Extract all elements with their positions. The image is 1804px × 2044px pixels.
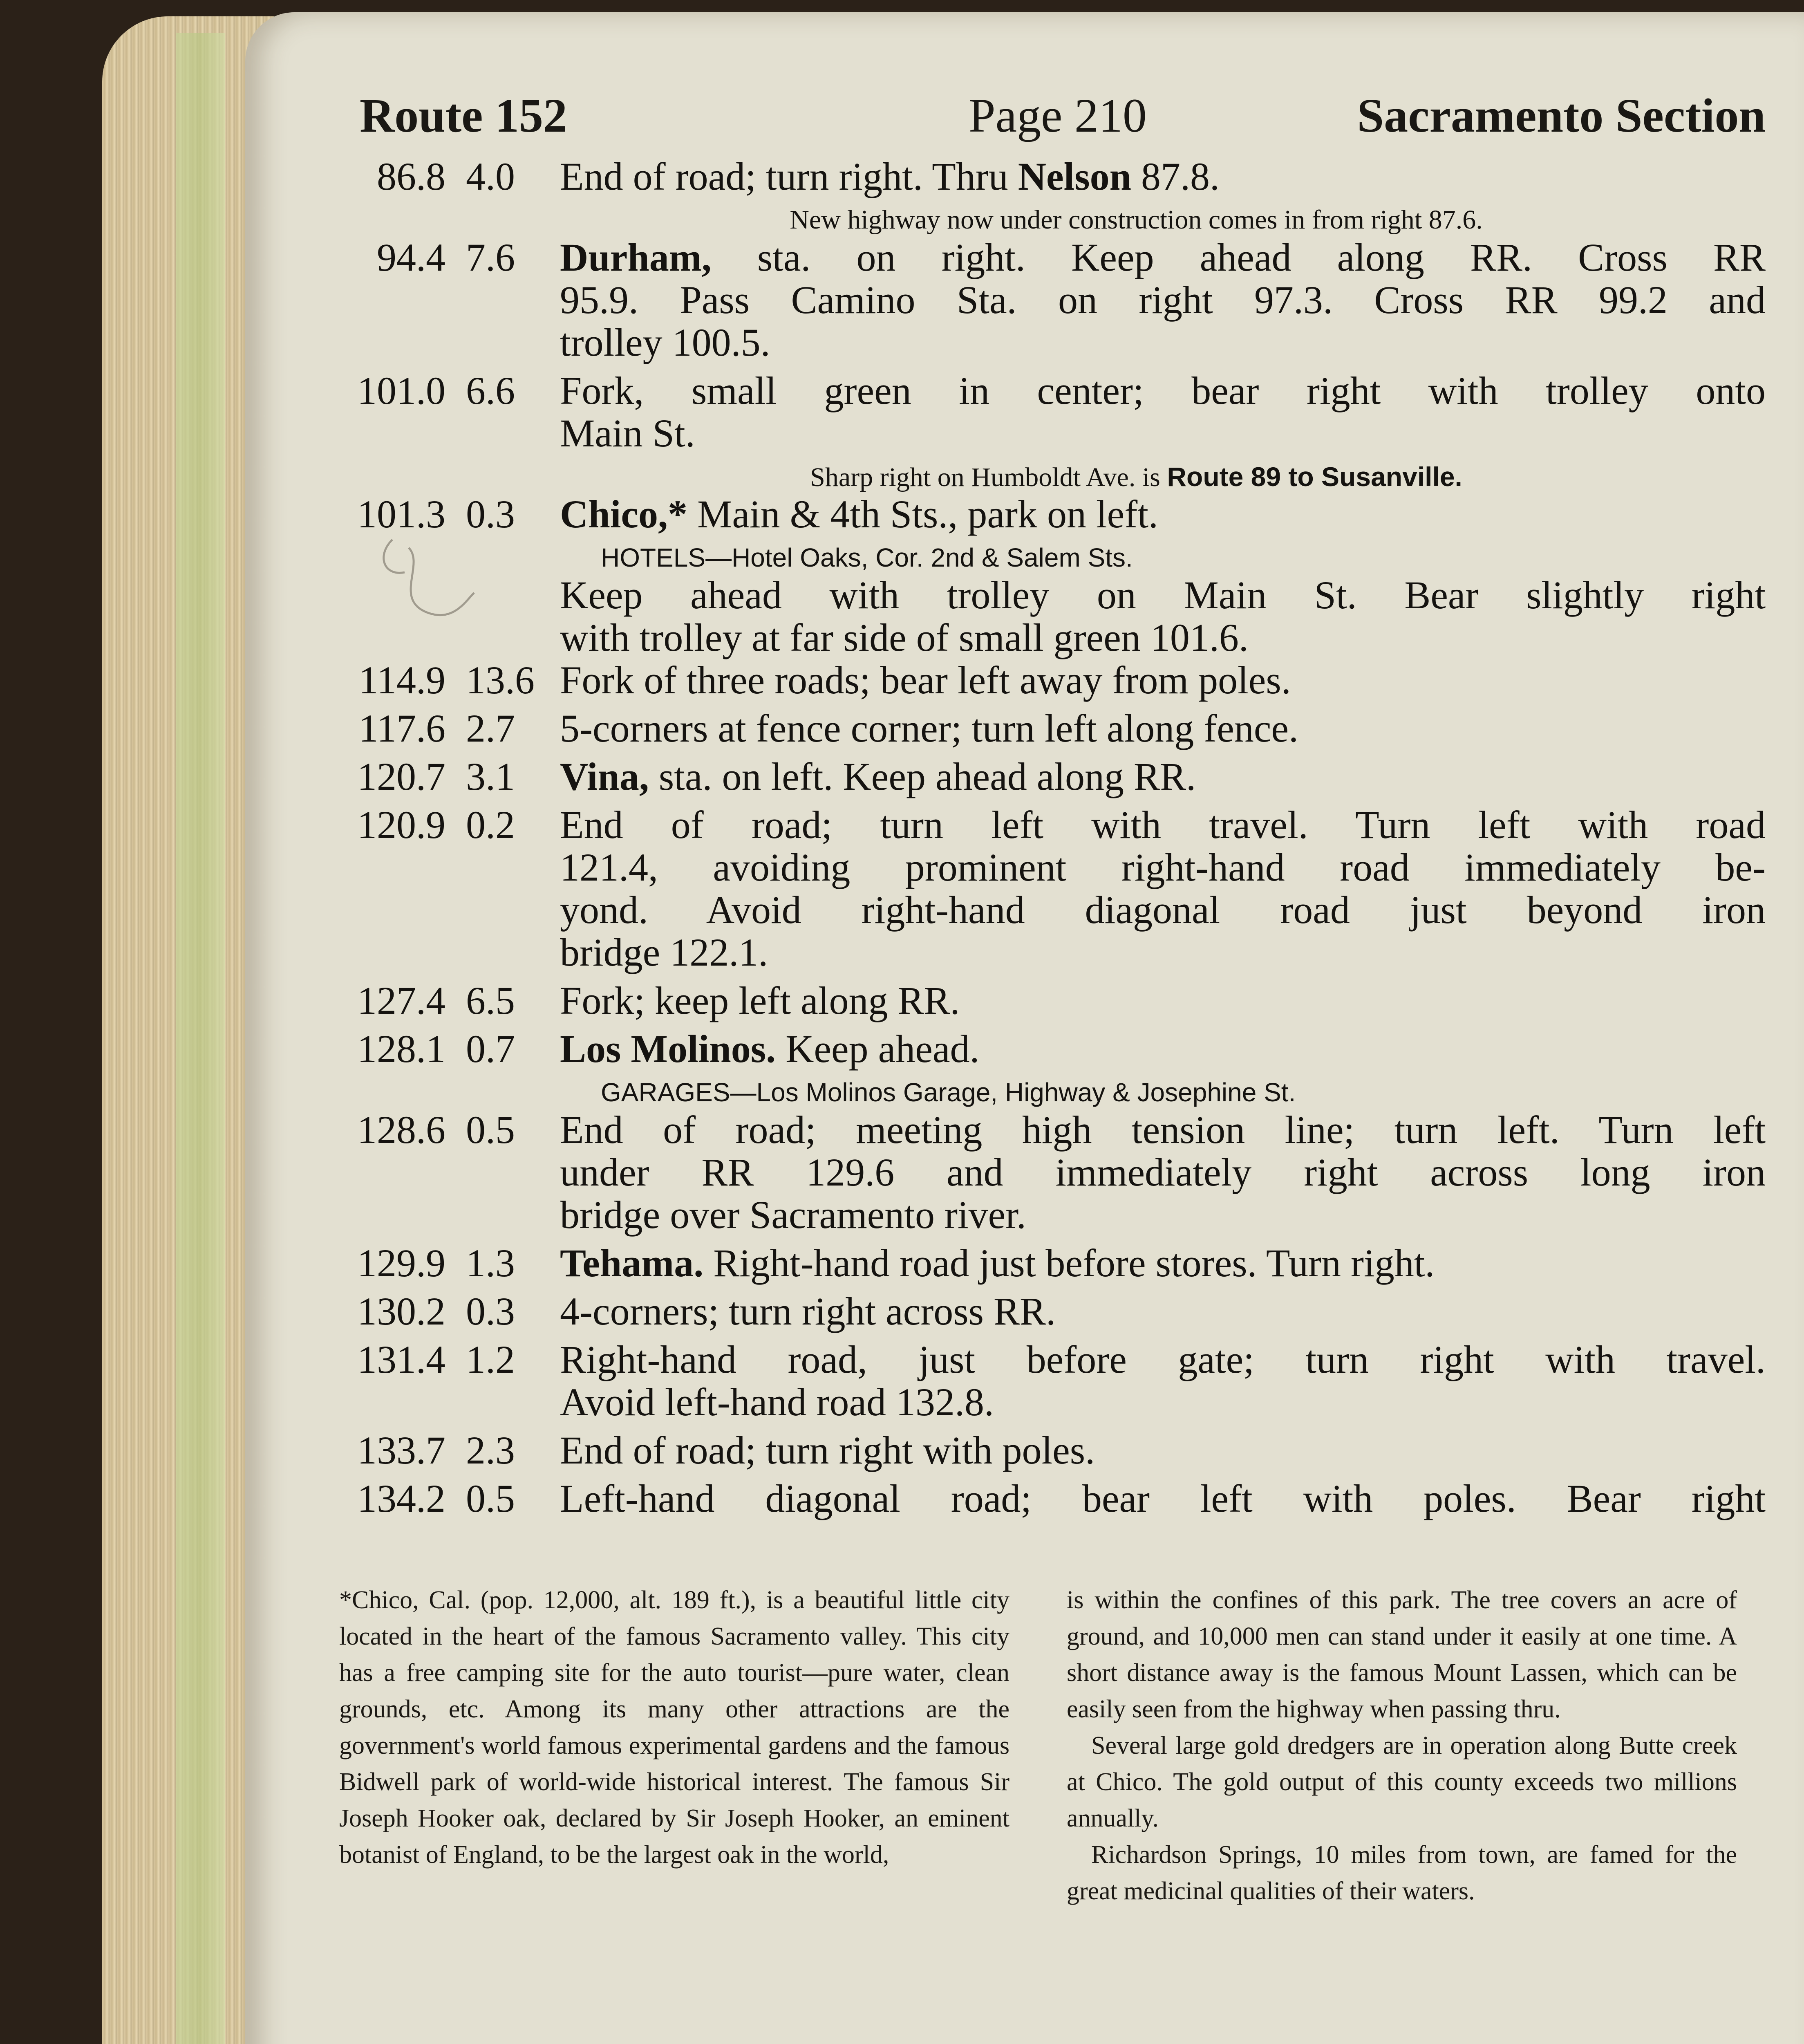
article-column-2 bbox=[1067, 1582, 1737, 1910]
route-distance: 2.3 bbox=[466, 1428, 515, 1472]
route-text bbox=[560, 1151, 1766, 1194]
route-text-part: Right-hand road just before stores. Turn right. bbox=[703, 1241, 1435, 1285]
route-distance: 0.3 bbox=[466, 1289, 515, 1333]
route-mileage: 134.2 bbox=[357, 1477, 445, 1520]
route-distance: 0.5 bbox=[466, 1477, 515, 1520]
route-text bbox=[560, 574, 1766, 616]
route-number: Route 152 bbox=[360, 89, 568, 142]
route-text bbox=[560, 236, 1766, 279]
spacer bbox=[343, 974, 1766, 979]
route-text bbox=[560, 707, 1766, 750]
garage-listing: GARAGES—Los Molinos Garage, Highway & Josephine St. bbox=[601, 1078, 1296, 1107]
route-text bbox=[560, 1242, 1766, 1284]
route-log bbox=[343, 155, 1766, 1526]
chico-article bbox=[339, 1582, 1757, 2036]
route-mileage: 128.1 bbox=[357, 1027, 445, 1071]
route-text-part: 95.9. Pass Camino Sta. on right 97.3. Cross RR 99.2 and bbox=[560, 278, 1766, 322]
route-line bbox=[343, 1194, 1766, 1236]
route-text-part: Avoid left-hand road 132.8. bbox=[560, 1380, 994, 1424]
route-line bbox=[343, 707, 1766, 750]
route-text-part: sta. on right. Keep ahead along RR. Cross RR bbox=[711, 235, 1766, 279]
route-line bbox=[343, 493, 1766, 536]
route-text bbox=[560, 1109, 1766, 1151]
route-distance: 6.5 bbox=[466, 979, 515, 1022]
place-name: Durham, bbox=[560, 235, 712, 279]
route-note-text: New highway now under construction comes in from right 87.6. bbox=[790, 205, 1483, 235]
article-paragraph: *Chico, Cal. (pop. 12,000, alt. 189 ft.), is a beautiful little city located in the heart of the famous Sacramento valley. This city has a free camping site for the auto tourist—pure water, clean grounds, etc. Among its many other attractions are the government's world famous experimental gardens and the famous Bidwell park of world-wide historical interest. The famous Sir Joseph Hooker oak, declared by Sir Joseph Hooker, an eminent botanist of England, to be the largest oak in the world, bbox=[339, 1586, 1009, 1869]
route-distance: 0.3 bbox=[466, 492, 515, 536]
route-line bbox=[343, 412, 1766, 455]
route-mileage: 120.9 bbox=[357, 803, 445, 847]
route-text bbox=[560, 931, 1766, 974]
route-distance: 0.7 bbox=[466, 1027, 515, 1071]
hotel-listing: HOTELS—Hotel Oaks, Cor. 2nd & Salem Sts. bbox=[601, 543, 1133, 572]
route-mileage: 117.6 bbox=[358, 706, 445, 750]
route-mileage: 133.7 bbox=[357, 1428, 445, 1472]
route-note bbox=[343, 204, 1766, 236]
route-text bbox=[560, 1338, 1766, 1381]
route-text-part: Keep ahead. bbox=[776, 1027, 980, 1071]
route-text-part: Main & 4th Sts., park on left. bbox=[687, 492, 1158, 536]
route-distance: 6.6 bbox=[466, 369, 515, 412]
place-name: Los Molinos. bbox=[560, 1027, 776, 1071]
route-text-part: under RR 129.6 and immediately right across long iron bbox=[560, 1150, 1766, 1194]
route-line bbox=[343, 804, 1766, 846]
route-text bbox=[560, 804, 1766, 846]
route-distance: 0.5 bbox=[466, 1108, 515, 1152]
route-text-part: with trolley at far side of small green 101.6. bbox=[560, 616, 1249, 659]
route-distance: 1.2 bbox=[466, 1338, 515, 1381]
route-text bbox=[560, 370, 1766, 412]
route-line bbox=[343, 1242, 1766, 1284]
route-text bbox=[560, 979, 1766, 1022]
route-line bbox=[343, 846, 1766, 889]
route-distance: 3.1 bbox=[466, 755, 515, 798]
route-text-part: 87.8. bbox=[1131, 155, 1220, 198]
section-title: Sacramento Section bbox=[1357, 89, 1766, 142]
route-line bbox=[343, 1109, 1766, 1151]
route-line bbox=[343, 889, 1766, 931]
place-name: Tehama. bbox=[560, 1241, 704, 1285]
route-distance: 2.7 bbox=[466, 706, 515, 750]
route-line bbox=[343, 1338, 1766, 1381]
route-text bbox=[560, 1381, 1766, 1423]
spacer bbox=[343, 1520, 1766, 1526]
route-text bbox=[560, 889, 1766, 931]
route-line bbox=[343, 279, 1766, 321]
route-note-link: Route 89 to Susanville. bbox=[1167, 462, 1462, 492]
article-paragraph: Several large gold dredgers are in operation along Butte creek at Chico. The gold output of this county exceeds two millions annually. bbox=[1067, 1732, 1737, 1832]
route-mileage: 129.9 bbox=[357, 1241, 445, 1285]
route-text-part: Left-hand diagonal road; bear left with poles. Bear right bbox=[560, 1477, 1766, 1520]
route-note-text: Sharp right on Humboldt Ave. is bbox=[810, 462, 1167, 492]
route-text-part: Right-hand road, just before gate; turn right with travel. bbox=[560, 1338, 1766, 1381]
spacer bbox=[343, 455, 1766, 460]
route-line bbox=[343, 1028, 1766, 1070]
route-text bbox=[560, 155, 1766, 198]
pencil-mark bbox=[368, 531, 490, 638]
route-text-part: Keep ahead with trolley on Main St. Bear slightly right bbox=[560, 573, 1766, 617]
route-text-part: 121.4, avoiding prominent right-hand road immediately be- bbox=[560, 845, 1766, 889]
spacer bbox=[343, 536, 1766, 541]
route-text-part: Fork, small green in center; bear right with trolley onto bbox=[560, 369, 1766, 412]
route-text-part: End of road; turn right. Thru bbox=[560, 155, 1018, 198]
route-text bbox=[560, 755, 1766, 798]
route-text-part: 4-corners; turn right across RR. bbox=[560, 1289, 1056, 1333]
route-line bbox=[343, 236, 1766, 279]
route-text-part: Fork; keep left along RR. bbox=[560, 979, 960, 1022]
article-paragraph: Richardson Springs, 10 miles from town, are famed for the great medicinal qualities of their waters. bbox=[1067, 1841, 1737, 1905]
route-distance: 13.6 bbox=[466, 658, 535, 702]
route-line bbox=[343, 979, 1766, 1022]
route-mileage: 127.4 bbox=[357, 979, 445, 1022]
route-text-part: Fork of three roads; bear left away from poles. bbox=[560, 658, 1291, 702]
route-mileage: 131.4 bbox=[357, 1338, 445, 1381]
route-mileage: 86.8 bbox=[377, 155, 445, 198]
route-mileage: 128.6 bbox=[357, 1108, 445, 1152]
route-line bbox=[343, 155, 1766, 198]
route-mileage: 130.2 bbox=[357, 1289, 445, 1333]
route-text-part: Main St. bbox=[560, 411, 695, 455]
route-line bbox=[343, 321, 1766, 364]
article-paragraph: is within the confines of this park. The tree covers an acre of ground, and 10,000 men can stand under it easily at one time. A short distance away is the famous Mount Lassen, which can be easily seen from the highway when passing thru. bbox=[1067, 1586, 1737, 1723]
route-distance: 1.3 bbox=[466, 1241, 515, 1285]
route-text bbox=[560, 321, 1766, 364]
route-note bbox=[343, 460, 1766, 493]
book-edge-tint bbox=[176, 33, 225, 2044]
route-line bbox=[343, 1429, 1766, 1472]
page-header bbox=[360, 88, 1766, 149]
route-text bbox=[560, 1194, 1766, 1236]
route-text-part: End of road; meeting high tension line; turn left. Turn left bbox=[560, 1108, 1766, 1152]
route-text bbox=[560, 616, 1766, 659]
route-text bbox=[560, 1290, 1766, 1333]
route-text-part: bridge over Sacramento river. bbox=[560, 1193, 1026, 1237]
route-text bbox=[560, 1028, 1766, 1070]
article-column-1 bbox=[339, 1582, 1009, 1873]
route-line bbox=[343, 370, 1766, 412]
route-text-part: yond. Avoid right-hand diagonal road just beyond iron bbox=[560, 888, 1766, 932]
route-distance: 0.2 bbox=[466, 803, 515, 847]
route-line bbox=[343, 659, 1766, 702]
route-distance: 4.0 bbox=[466, 155, 515, 198]
route-text-part: End of road; turn left with travel. Turn left with road bbox=[560, 803, 1766, 847]
spacer bbox=[343, 1022, 1766, 1028]
route-text bbox=[560, 1477, 1766, 1520]
route-mileage: 101.3 bbox=[357, 492, 445, 536]
route-text-part: sta. on left. Keep ahead along RR. bbox=[649, 755, 1196, 798]
route-text-part: trolley 100.5. bbox=[560, 320, 770, 364]
place-name: Vina, bbox=[560, 755, 649, 798]
route-text bbox=[560, 846, 1766, 889]
route-line bbox=[343, 755, 1766, 798]
route-mileage: 94.4 bbox=[377, 235, 445, 279]
route-mileage: 120.7 bbox=[357, 755, 445, 798]
route-mileage: 101.0 bbox=[357, 369, 445, 412]
route-line bbox=[343, 1381, 1766, 1423]
spacer bbox=[343, 1070, 1766, 1076]
place-name: Nelson bbox=[1018, 155, 1132, 198]
route-text bbox=[560, 493, 1766, 536]
route-line bbox=[343, 1477, 1766, 1520]
route-line bbox=[343, 1290, 1766, 1333]
route-mileage: 114.9 bbox=[358, 658, 445, 702]
route-text bbox=[560, 1429, 1766, 1472]
route-text bbox=[560, 279, 1766, 321]
route-text bbox=[560, 659, 1766, 702]
route-line bbox=[343, 574, 1766, 616]
route-line bbox=[343, 931, 1766, 974]
route-distance: 7.6 bbox=[466, 235, 515, 279]
route-text-part: bridge 122.1. bbox=[560, 930, 768, 974]
place-name: Chico,* bbox=[560, 492, 687, 536]
route-text-part: 5-corners at fence corner; turn left along fence. bbox=[560, 706, 1299, 750]
route-line bbox=[343, 1151, 1766, 1194]
route-text bbox=[560, 412, 1766, 455]
route-text-part: End of road; turn right with poles. bbox=[560, 1428, 1095, 1472]
spacer bbox=[343, 198, 1766, 204]
page-number: Page 210 bbox=[969, 89, 1147, 142]
route-line bbox=[343, 616, 1766, 659]
